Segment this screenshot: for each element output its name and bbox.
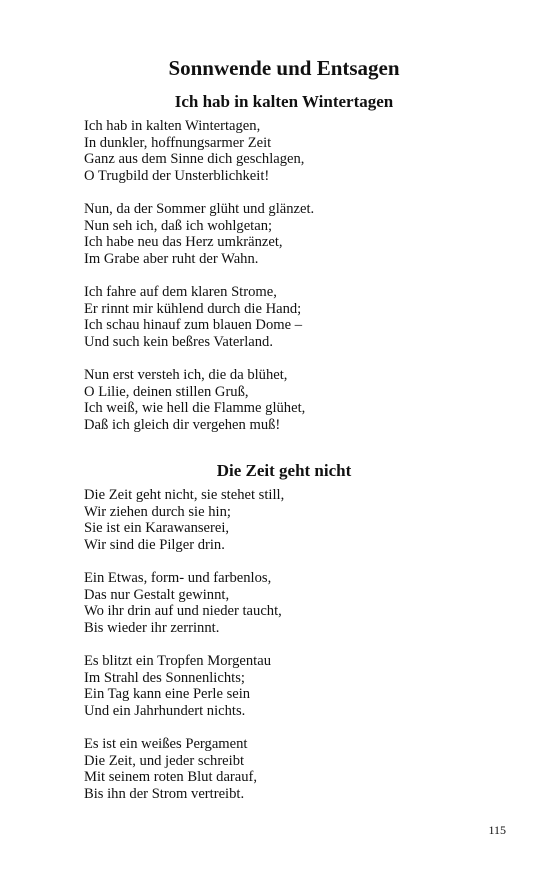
stanza <box>84 653 504 719</box>
verse-line: Es ist ein weißes Pergament <box>84 735 248 752</box>
verse-line: Ganz aus dem Sinne dich geschlagen, <box>84 151 305 168</box>
verse-line: Ich schau hinauf zum blauen Dome – <box>84 317 303 334</box>
stanza <box>84 284 504 350</box>
verse-line: Mit seinem roten Blut darauf, <box>84 769 258 786</box>
stanza <box>84 570 504 636</box>
stanza <box>84 367 504 433</box>
verse-line: Die Zeit, und jeder schreibt <box>84 752 245 769</box>
verse-line: Im Grabe aber ruht der Wahn. <box>84 250 259 267</box>
poem-body <box>84 118 504 450</box>
verse-line: Es blitzt ein Tropfen Morgentau <box>84 652 272 669</box>
verse-line: Im Strahl des Sonnenlichts; <box>84 669 245 686</box>
verse-line: Ich hab in kalten Wintertagen, <box>84 118 261 134</box>
section-title: Sonnwende und Entsagen <box>168 56 400 80</box>
verse-line: Wir ziehen durch sie hin; <box>84 503 231 520</box>
verse-line: Ich habe neu das Herz umkränzet, <box>84 234 283 251</box>
verse-line: Bis wieder ihr zerrinnt. <box>84 619 220 636</box>
stanza <box>84 736 504 802</box>
verse-line: Die Zeit geht nicht, sie stehet still, <box>84 487 285 503</box>
verse-line: Er rinnt mir kühlend durch die Hand; <box>84 300 302 317</box>
verse-line: Daß ich gleich dir vergehen muß! <box>84 416 281 433</box>
verse-line: Und such kein beßres Vaterland. <box>84 333 273 350</box>
poem-body <box>84 487 504 819</box>
verse-line: Und ein Jahrhundert nichts. <box>84 702 246 719</box>
verse-line: O Trugbild der Unsterblichkeit! <box>84 167 270 184</box>
verse-line: Bis ihn der Strom vertreibt. <box>84 785 245 802</box>
verse-line: Ein Tag kann eine Perle sein <box>84 686 251 703</box>
stanza <box>84 118 504 184</box>
poem-title: Ich hab in kalten Wintertagen <box>174 92 394 111</box>
stanza <box>84 201 504 267</box>
verse-line: Ich fahre auf dem klaren Strome, <box>84 283 277 300</box>
page-number: 115 <box>488 823 506 837</box>
verse-line: Wir sind die Pilger drin. <box>84 536 225 553</box>
verse-line: Das nur Gestalt gewinnt, <box>84 586 230 603</box>
verse-line: Wo ihr drin auf und nieder taucht, <box>84 603 282 620</box>
verse-line: Nun erst versteh ich, die da blühet, <box>84 366 288 383</box>
poem-title: Die Zeit geht nicht <box>216 461 352 480</box>
stanza <box>84 487 504 553</box>
verse-line: Nun seh ich, daß ich wohlgetan; <box>84 217 273 234</box>
verse-line: O Lilie, deinen stillen Gruß, <box>84 383 249 400</box>
verse-line: Nun, da der Sommer glüht und glänzet. <box>84 200 315 217</box>
verse-line: Ich weiß, wie hell die Flamme glühet, <box>84 400 306 417</box>
verse-line: In dunkler, hoffnungsarmer Zeit <box>84 134 272 151</box>
verse-line: Sie ist ein Karawanserei, <box>84 520 230 537</box>
verse-line: Ein Etwas, form- und farbenlos, <box>84 569 272 586</box>
